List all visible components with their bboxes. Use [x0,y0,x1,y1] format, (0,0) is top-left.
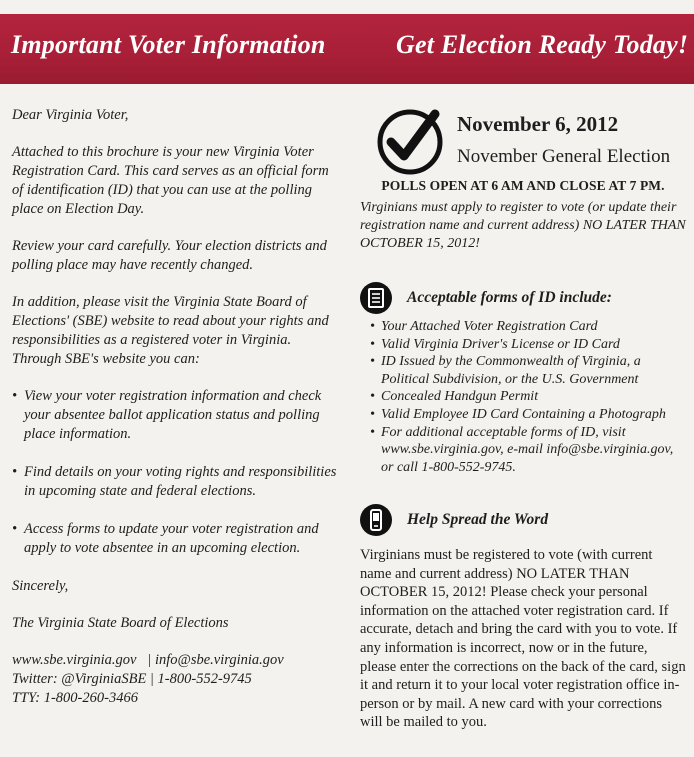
spread-word-heading [360,504,686,538]
spread-word-title: Help Spread the Word [407,511,549,528]
letter-paragraph-1: Attached to this brochure is your new Virginia Voter Registration Card. This card serves as an official form of identification (ID) that you can use at the polling place on Election Day. [12,144,329,217]
contact-info [12,651,342,708]
greeting: Dear Virginia Voter, [12,107,129,123]
registration-deadline-notice: Virginians must apply to register to vote (or update their registration name and current address) NO LATER THAN OCTOBER 15, 2012! [360,200,686,251]
sbe-website-list [12,387,342,558]
list-item: • ID Issued by the Commonwealth of Virginia, a Political Subdivision, or the U.S. Government [370,353,686,388]
signature: The Virginia State Board of Elections [12,615,229,631]
letter-column [12,106,342,708]
list-item: • View your voter registration information and check your absentee ballot application status and polling place information. [12,387,342,444]
contact-line-tty: TTY: 1-800-260-3466 [12,690,138,706]
list-item: • Your Attached Voter Registration Card [370,318,686,336]
mobile-phone-icon [360,504,392,536]
election-name: November General Election [457,146,671,167]
list-item: • Find details on your voting rights and responsibilities in upcoming state and federal elections. [12,463,342,501]
letter-paragraph-2: Review your card carefully. Your election districts and polling place may have recently changed. [12,238,327,273]
acceptable-id-list [370,318,686,476]
list-item: • For additional acceptable forms of ID, visit www.sbe.virginia.gov, e-mail info@sbe.virginia.gov, or call 1-800-552-9745. [370,424,686,477]
spread-word-text: Virginians must be registered to vote (with current name and current address) NO LATER THAN OCTOBER 15, 2012! Please check your personal information on the attached voter registration card. If accurate, detach and bring the card with you to vote. If any information is incorrect, now or in the future, please enter the corrections on the back of the card, sign it and return it to your local voter registration office in-person or by mail. A new card with your corrections will be mailed to you. [360,547,686,731]
election-date: November 6, 2012 [457,112,619,136]
contact-line-web-email: www.sbe.virginia.gov | info@sbe.virginia.gov [12,652,284,668]
checkmark-icon [375,106,445,176]
letter-paragraph-3: In addition, please visit the Virginia State Board of Elections' (SBE) website to read about your rights and responsibilities as a registered voter in Virginia. Through SBE's website you can: [12,294,329,367]
contact-line-twitter-phone: Twitter: @VirginiaSBE | 1-800-552-9745 [12,671,252,687]
document-list-icon [360,282,392,314]
acceptable-id-title: Acceptable forms of ID include: [407,289,612,306]
important-voter-info-title: Important Voter Information [11,30,326,59]
acceptable-id-heading [360,282,686,316]
get-election-ready-title: Get Election Ready Today! [396,30,689,59]
header-banner [0,14,694,84]
list-item: • Concealed Handgun Permit [370,388,686,406]
list-item: • Valid Employee ID Card Containing a Photograph [370,406,686,424]
list-item: • Valid Virginia Driver's License or ID Card [370,336,686,354]
list-item: • Access forms to update your voter registration and apply to vote absentee in an upcoming election. [12,520,342,558]
polls-hours: POLLS OPEN AT 6 AM AND CLOSE AT 7 PM. [381,178,665,193]
closing: Sincerely, [12,578,69,594]
